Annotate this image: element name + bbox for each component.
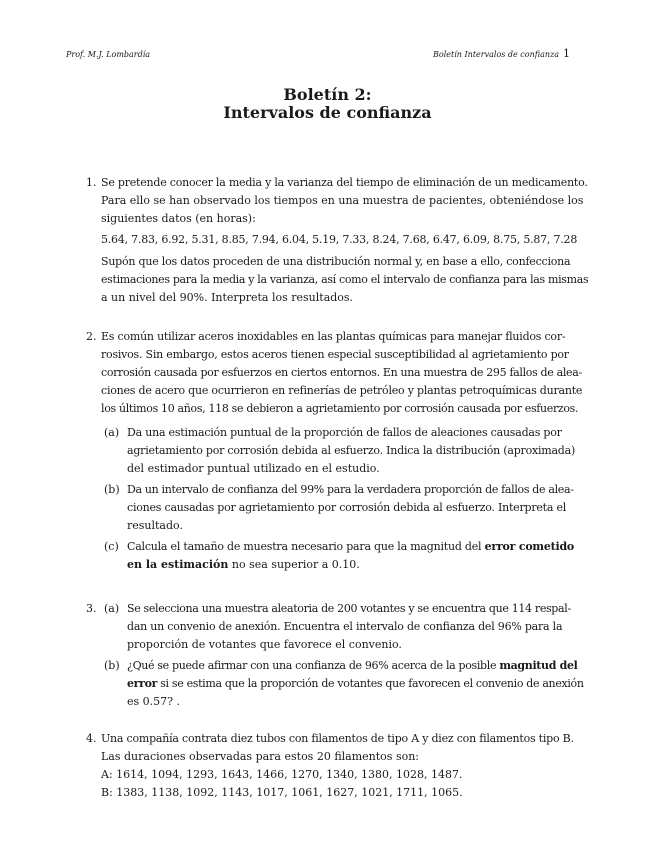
problem-2-line: los últimos 10 años, 118 se debieron a agrietamiento por corrosión causada por esfuerzos. [101, 402, 579, 415]
header-author: Prof. M.J. Lombardía [66, 50, 151, 59]
problem-2c-line [127, 558, 360, 571]
problem-3b-text: si se estima que la proporción de votantes que favorecen el convenio de anexión [157, 677, 584, 690]
problem-1-number: 1. [86, 176, 97, 189]
problem-3b-line: es 0.57? . [127, 695, 181, 708]
problem-3b-label: (b) [104, 659, 120, 672]
problem-4-data-b: B: 1383, 1138, 1092, 1143, 1017, 1061, 1627, 1021, 1711, 1065. [101, 786, 463, 799]
problem-2c-emphasis: error cometido [484, 540, 575, 553]
problem-2a-line: Da una estimación puntual de la proporción de fallos de aleaciones causadas por [127, 426, 562, 439]
problem-2a-label: (a) [104, 426, 120, 439]
problem-4-line: Las duraciones observadas para estos 20 filamentos son: [101, 750, 420, 763]
problem-2c-line [127, 540, 574, 553]
header-doc-title: Boletín Intervalos de confianza [433, 50, 559, 59]
problem-4-line: Una compañía contrata diez tubos con filamentos de tipo A y diez con filamentos tipo B. [101, 732, 574, 745]
problem-2-line: rosivos. Sin embargo, estos aceros tienen especial susceptibilidad al agrietamiento por [101, 348, 569, 361]
problem-3b-line [127, 677, 584, 690]
problem-1-data: 5.64, 7.83, 6.92, 5.31, 8.85, 7.94, 6.04, 5.19, 7.33, 8.24, 7.68, 6.47, 6.09, 8.75, 5.87, 7.28 [101, 233, 578, 246]
problem-1-line: Se pretende conocer la media y la varianza del tiempo de eliminación de un medicamento. [101, 176, 588, 189]
problem-2-line: ciones de acero que ocurrieron en refinerías de petróleo y plantas petroquímicas durante [101, 384, 583, 397]
problem-3b-emphasis: magnitud del [499, 659, 578, 672]
problem-2b-line: ciones causadas por agrietamiento por corrosión debida al esfuerzo. Interpreta el [127, 501, 567, 514]
problem-1-line: Supón que los datos proceden de una distribución normal y, en base a ello, confecciona [101, 255, 571, 268]
page-subtitle: Intervalos de confianza [223, 103, 432, 122]
problem-1-line: estimaciones para la media y la varianza, así como el intervalo de confianza para las mismas [101, 273, 589, 286]
problem-4-data-a: A: 1614, 1094, 1293, 1643, 1466, 1270, 1340, 1380, 1028, 1487. [101, 768, 463, 781]
problem-4-number: 4. [86, 732, 97, 745]
problem-2b-line: resultado. [127, 519, 183, 532]
problem-3-number: 3. [86, 602, 97, 615]
problem-3b-line [127, 659, 577, 672]
problem-2b-line: Da un intervalo de confianza del 99% para la verdadera proporción de fallos de alea- [127, 483, 574, 496]
problem-2c-label: (c) [104, 540, 119, 553]
problem-3b-text: ¿Qué se puede afirmar con una confianza de 96% acerca de la posible [127, 659, 500, 672]
page-title: Boletín 2: [283, 85, 372, 104]
problem-3a-label: (a) [104, 602, 120, 615]
problem-2c-text: Calcula el tamaño de muestra necesario para que la magnitud del [127, 540, 485, 553]
problem-2a-line: del estimador puntual utilizado en el estudio. [127, 462, 380, 475]
problem-2b-label: (b) [104, 483, 120, 496]
problem-2-line: Es común utilizar aceros inoxidables en las plantas químicas para manejar fluidos cor- [101, 330, 566, 343]
problem-1-line: Para ello se han observado los tiempos en una muestra de pacientes, obteniéndose los [101, 194, 584, 207]
problem-3b-emphasis: error [127, 677, 158, 690]
problem-3a-line: Se selecciona una muestra aleatoria de 200 votantes y se encuentra que 114 respal- [127, 602, 571, 615]
header-page-number: 1 [563, 47, 570, 60]
problem-2a-line: agrietamiento por corrosión debida al esfuerzo. Indica la distribución (aproximada) [127, 444, 576, 457]
problem-2-number: 2. [86, 330, 97, 343]
problem-2-line: corrosión causada por esfuerzos en ciertos entornos. En una muestra de 295 fallos de alea- [101, 366, 582, 379]
problem-1-line: siguientes datos (en horas): [101, 212, 256, 225]
problem-3a-line: dan un convenio de anexión. Encuentra el intervalo de confianza del 96% para la [127, 620, 563, 633]
problem-2c-text: no sea superior a 0.10. [228, 558, 360, 571]
problem-1-line: a un nivel del 90%. Interpreta los resultados. [101, 291, 354, 304]
problem-3a-line: proporción de votantes que favorece el convenio. [127, 638, 402, 651]
problem-2c-emphasis: en la estimación [127, 558, 229, 571]
